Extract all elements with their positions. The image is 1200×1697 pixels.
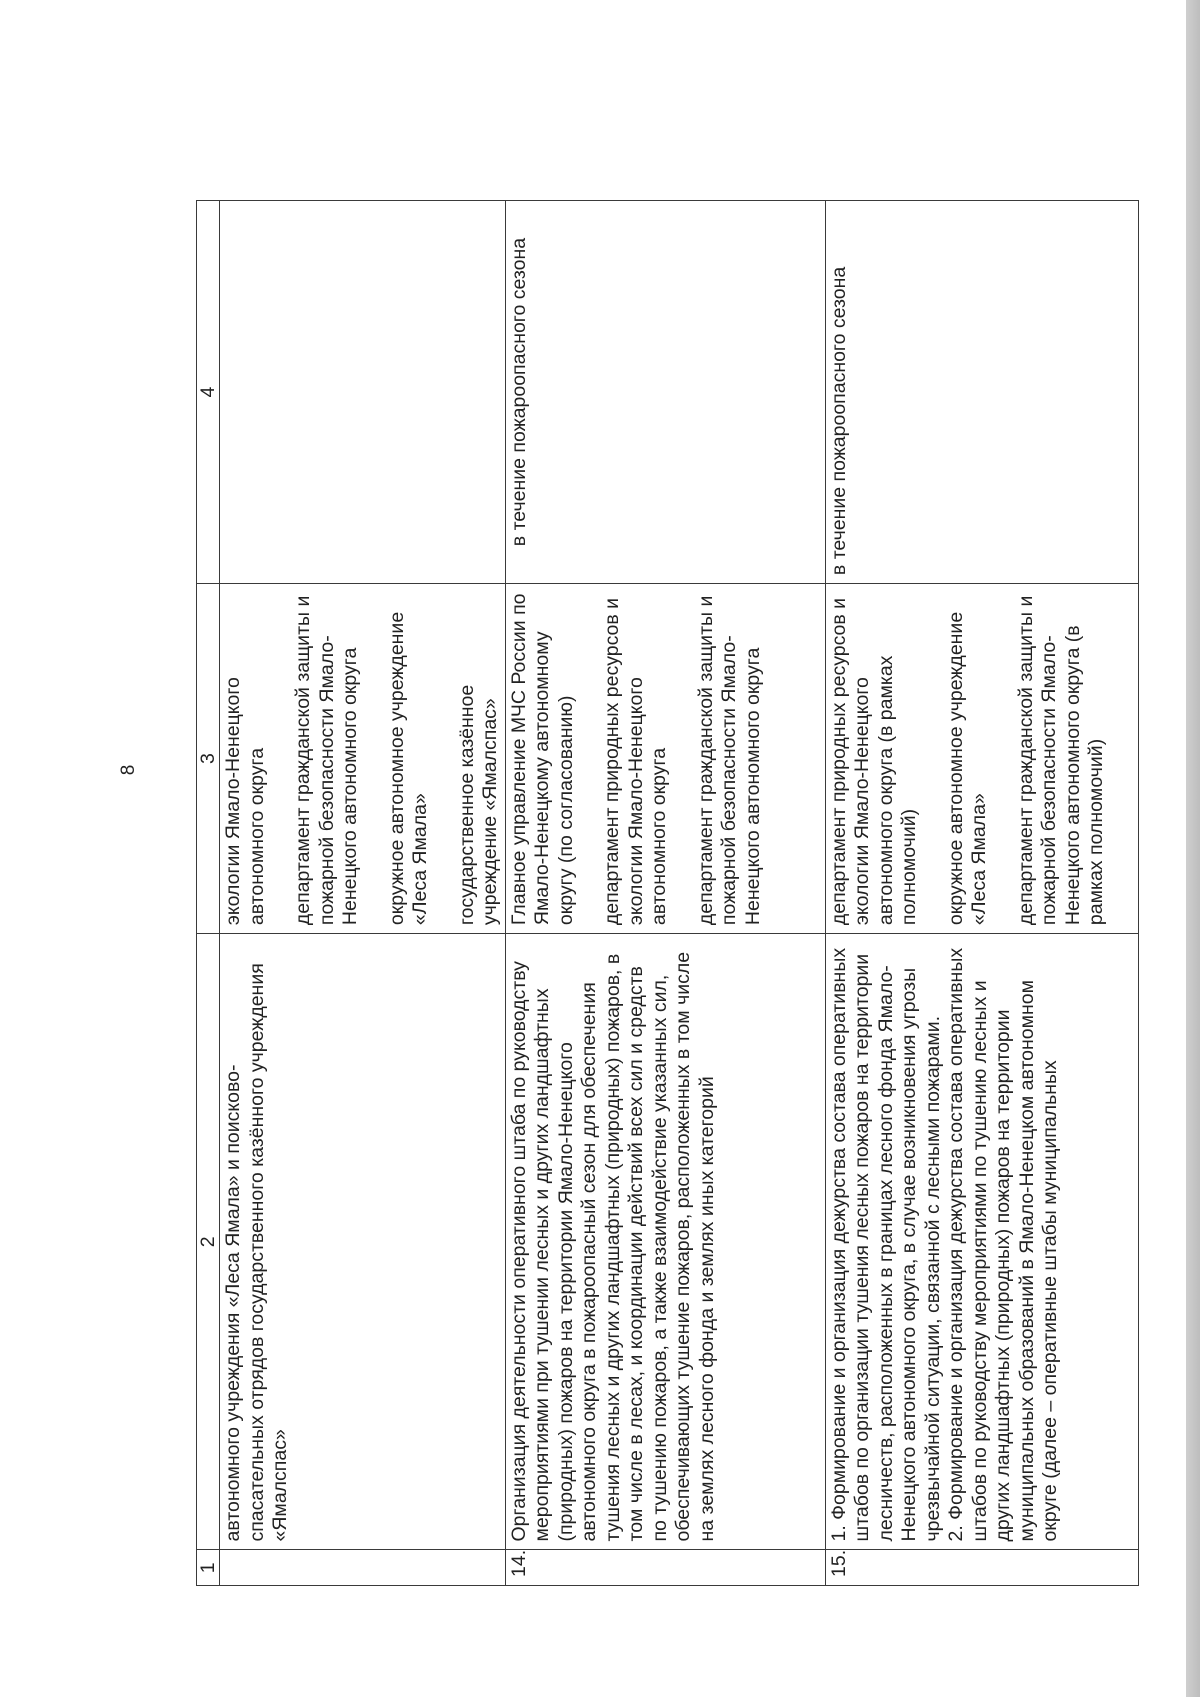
- measure-text-part-1: 1. Формирование и организация дежурства состава оперативных штабов по организации тушения лесных пожаров на территории лесничеств, расположенных в границах лесного фонда Ямало-Ненецкого автономного округа, в случае возникновения угрозы чрезвычайной ситуации, связанной с лесными пожарами.: [827, 947, 944, 1542]
- row-number: 14.: [505, 1550, 825, 1586]
- executor-text: окружное автономное учреждение «Леса Ямала»: [944, 611, 990, 926]
- executor-text: департамент природных ресурсов и экологии Ямало-Ненецкого автономного округа: [601, 597, 670, 926]
- term-cell: в течение пожароопасного сезона: [825, 201, 1138, 584]
- term-cell: в течение пожароопасного сезона: [505, 201, 825, 584]
- table-row-15: [825, 201, 1138, 1586]
- table-row-continuation: [220, 201, 506, 1586]
- header-col-2: 2: [197, 934, 220, 1550]
- page-number: 8: [118, 764, 139, 776]
- executor-text: окружное автономное учреждение «Леса Ямала»: [385, 611, 431, 926]
- executor-text: департамент гражданской защиты и пожарной безопасности Ямало-Ненецкого автономного округа: [292, 595, 361, 926]
- header-col-1: 1: [197, 1550, 220, 1586]
- executor-text: департамент гражданской защиты и пожарной безопасности Ямало-Ненецкого автономного округа (в рамках полномочий): [1014, 595, 1107, 926]
- executors-cell: [825, 584, 1138, 934]
- table-row-14: [505, 201, 825, 1586]
- term-cell: [220, 201, 506, 584]
- measure-cell: [505, 934, 825, 1550]
- measures-table: [196, 200, 1139, 1586]
- measure-text: автономного учреждения «Леса Ямала» и поисково-спасательных отрядов государственного казённого учреждения «Ямалспас»: [222, 963, 291, 1542]
- measure-text: Организация деятельности оперативного штаба по руководству мероприятиями при тушении лесных и других ландшафтных (природных) пожаров на территории Ямало-Ненецкого автономного округа в пожароопасный сезон для обеспечения тушения лесных и других ландшафтных (природных) пожаров, в том числе в лесах, и координации действий всех сил и средств по тушению пожаров, а также взаимодействие указанных сил, обеспечивающих тушение пожаров, расположенных в том числе на землях лесного фонда и землях иных категорий: [507, 951, 718, 1542]
- executors-cell: [220, 584, 506, 934]
- executor-text: экологии Ямало-Ненецкого автономного округа: [222, 677, 268, 926]
- page-edge-shadow: [1186, 0, 1200, 1697]
- executor-text: департамент природных ресурсов и экологии Ямало-Ненецкого автономного округа (в рамках полномочий): [827, 597, 920, 926]
- header-row: [197, 201, 220, 1586]
- header-col-4: 4: [197, 201, 220, 584]
- header-col-3: 3: [197, 584, 220, 934]
- executors-cell: [505, 584, 825, 934]
- executor-text: департамент гражданской защиты и пожарной безопасности Ямало-Ненецкого автономного округа: [694, 595, 764, 926]
- measure-cell: [825, 934, 1138, 1550]
- row-number: [220, 1550, 506, 1586]
- executor-text: Главное управление МЧС России по Ямало-Ненецкому автономному округу (по согласованию): [507, 593, 577, 926]
- row-number: 15.: [825, 1550, 1138, 1586]
- executor-text: государственное казённое учреждение «Ямалспас»: [455, 684, 501, 926]
- measure-cell: [220, 934, 506, 1550]
- rotated-table-container: [196, 200, 1116, 1586]
- measure-text-part-2: 2. Формирование и организация дежурства состава оперативных штабов по руководству мероприятиями по тушению лесных и других ландшафтных (природных) пожаров на территории муниципальных образований в Ямало-Ненецком автономном округе (далее – оперативные штабы муниципальных: [945, 947, 1061, 1542]
